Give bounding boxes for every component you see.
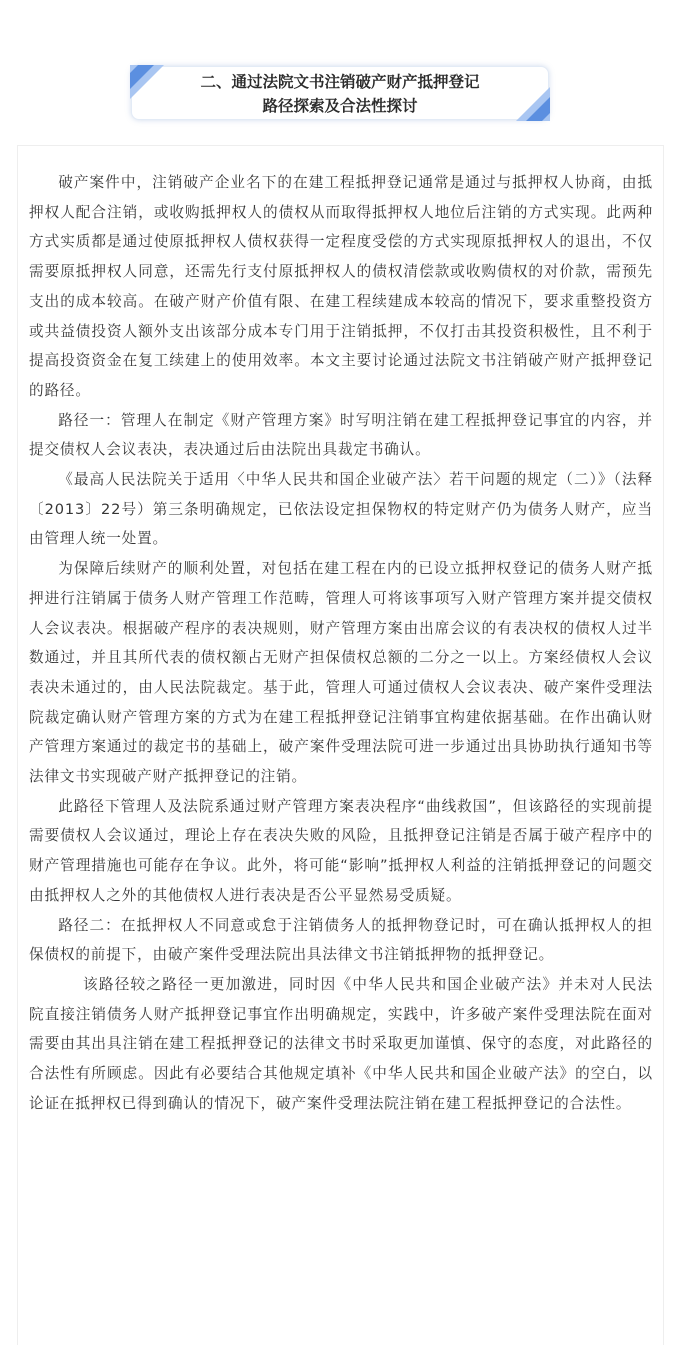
paragraph-intro: 破产案件中，注销破产企业名下的在建工程抵押登记通常是通过与抵押权人协商，由抵押权人配合注销，或收购抵押权人的债权从而取得抵押权人地位后注销的方式实现。此两种方式实质都是通过使原抵押权人债权获得一定程度受偿的方式实现原抵押权人的退出，不仅需要原抵押权人同意，还需先行支付原抵押权人的债权清偿款或收购债权的对价款，需预先支出的成本较高。在破产财产价值有限、在建工程续建成本较高的情况下，要求重整投资方或共益债投资人额外支出该部分成本专门用于注销抵押，不仅打击其投资积极性，且不利于提高投资资金在复工续建上的使用效率。本文主要讨论通过法院文书注销破产财产抵押登记的路径。 (29, 174, 653, 399)
section-title-line-1: 二、通过法院文书注销破产财产抵押登记 (200, 73, 480, 91)
section-header-card (131, 66, 549, 120)
paragraph-path-one-analysis: 为保障后续财产的顺利处置，对包括在建工程在内的已设立抵押权登记的债务人财产抵押进行注销属于债务人财产管理工作范畴，管理人可将该事项写入财产管理方案并提交债权人会议表决。根据破产程序的表决规则，财产管理方案由出席会议的有表决权的债权人过半数通过，并且其所代表的债权额占无财产担保债权总额的二分之一以上。方案经债权人会议表决未通过的，由人民法院裁定。基于此，管理人可通过债权人会议表决、破产案件受理法院裁定确认财产管理方案的方式为在建工程抵押登记注销事宜构建依据基础。在作出确认财产管理方案通过的裁定书的基础上，破产案件受理法院可进一步通过出具协助执行通知书等法律文书实现破产财产抵押登记的注销。 (29, 560, 653, 786)
paragraph-path-two-analysis: 该路径较之路径一更加激进，同时因《中华人民共和国企业破产法》并未对人民法院直接注销债务人财产抵押登记事宜作出明确规定，实践中，许多破产案件受理法院在面对需要由其出具注销在建工程抵押登记的法律文书时采取更加谨慎、保守的态度，对此路径的合法性有所顾虑。因此有必要结合其他规定填补《中华人民共和国企业破产法》的空白，以论证在抵押权已得到确认的情况下，破产案件受理法院注销在建工程抵押登记的合法性。 (29, 975, 653, 1112)
paragraph-path-one: 路径一：管理人在制定《财产管理方案》时写明注销在建工程抵押登记事宜的内容，并提交债权人会议表决，表决通过后由法院出具裁定书确认。 (29, 411, 653, 459)
section-title-line-2: 路径探索及合法性探讨 (262, 97, 418, 115)
paragraph-judicial-interpretation: 《最高人民法院关于适用〈中华人民共和国企业破产法〉若干问题的规定（二）》（法释〔2013〕22号）第三条明确规定，已依法设定担保物权的特定财产仍为债务人财产，应当由管理人统一处置。 (29, 471, 653, 548)
section-title (132, 70, 548, 118)
article-body (29, 168, 653, 1119)
paragraph-path-one-risk: 此路径下管理人及法院系通过财产管理方案表决程序“曲线救国”，但该路径的实现前提需要债权人会议通过，理论上存在表决失败的风险，且抵押登记注销是否属于破产程序中的财产管理措施也可能存在争议。此外，将可能“影响”抵押权人利益的注销抵押登记的问题交由抵押权人之外的其他债权人进行表决是否公平显然易受质疑。 (29, 797, 653, 904)
paragraph-path-two: 路径二：在抵押权人不同意或怠于注销债务人的抵押物登记时，可在确认抵押权人的担保债权的前提下，由破产案件受理法院出具法律文书注销抵押物的抵押登记。 (29, 916, 653, 964)
